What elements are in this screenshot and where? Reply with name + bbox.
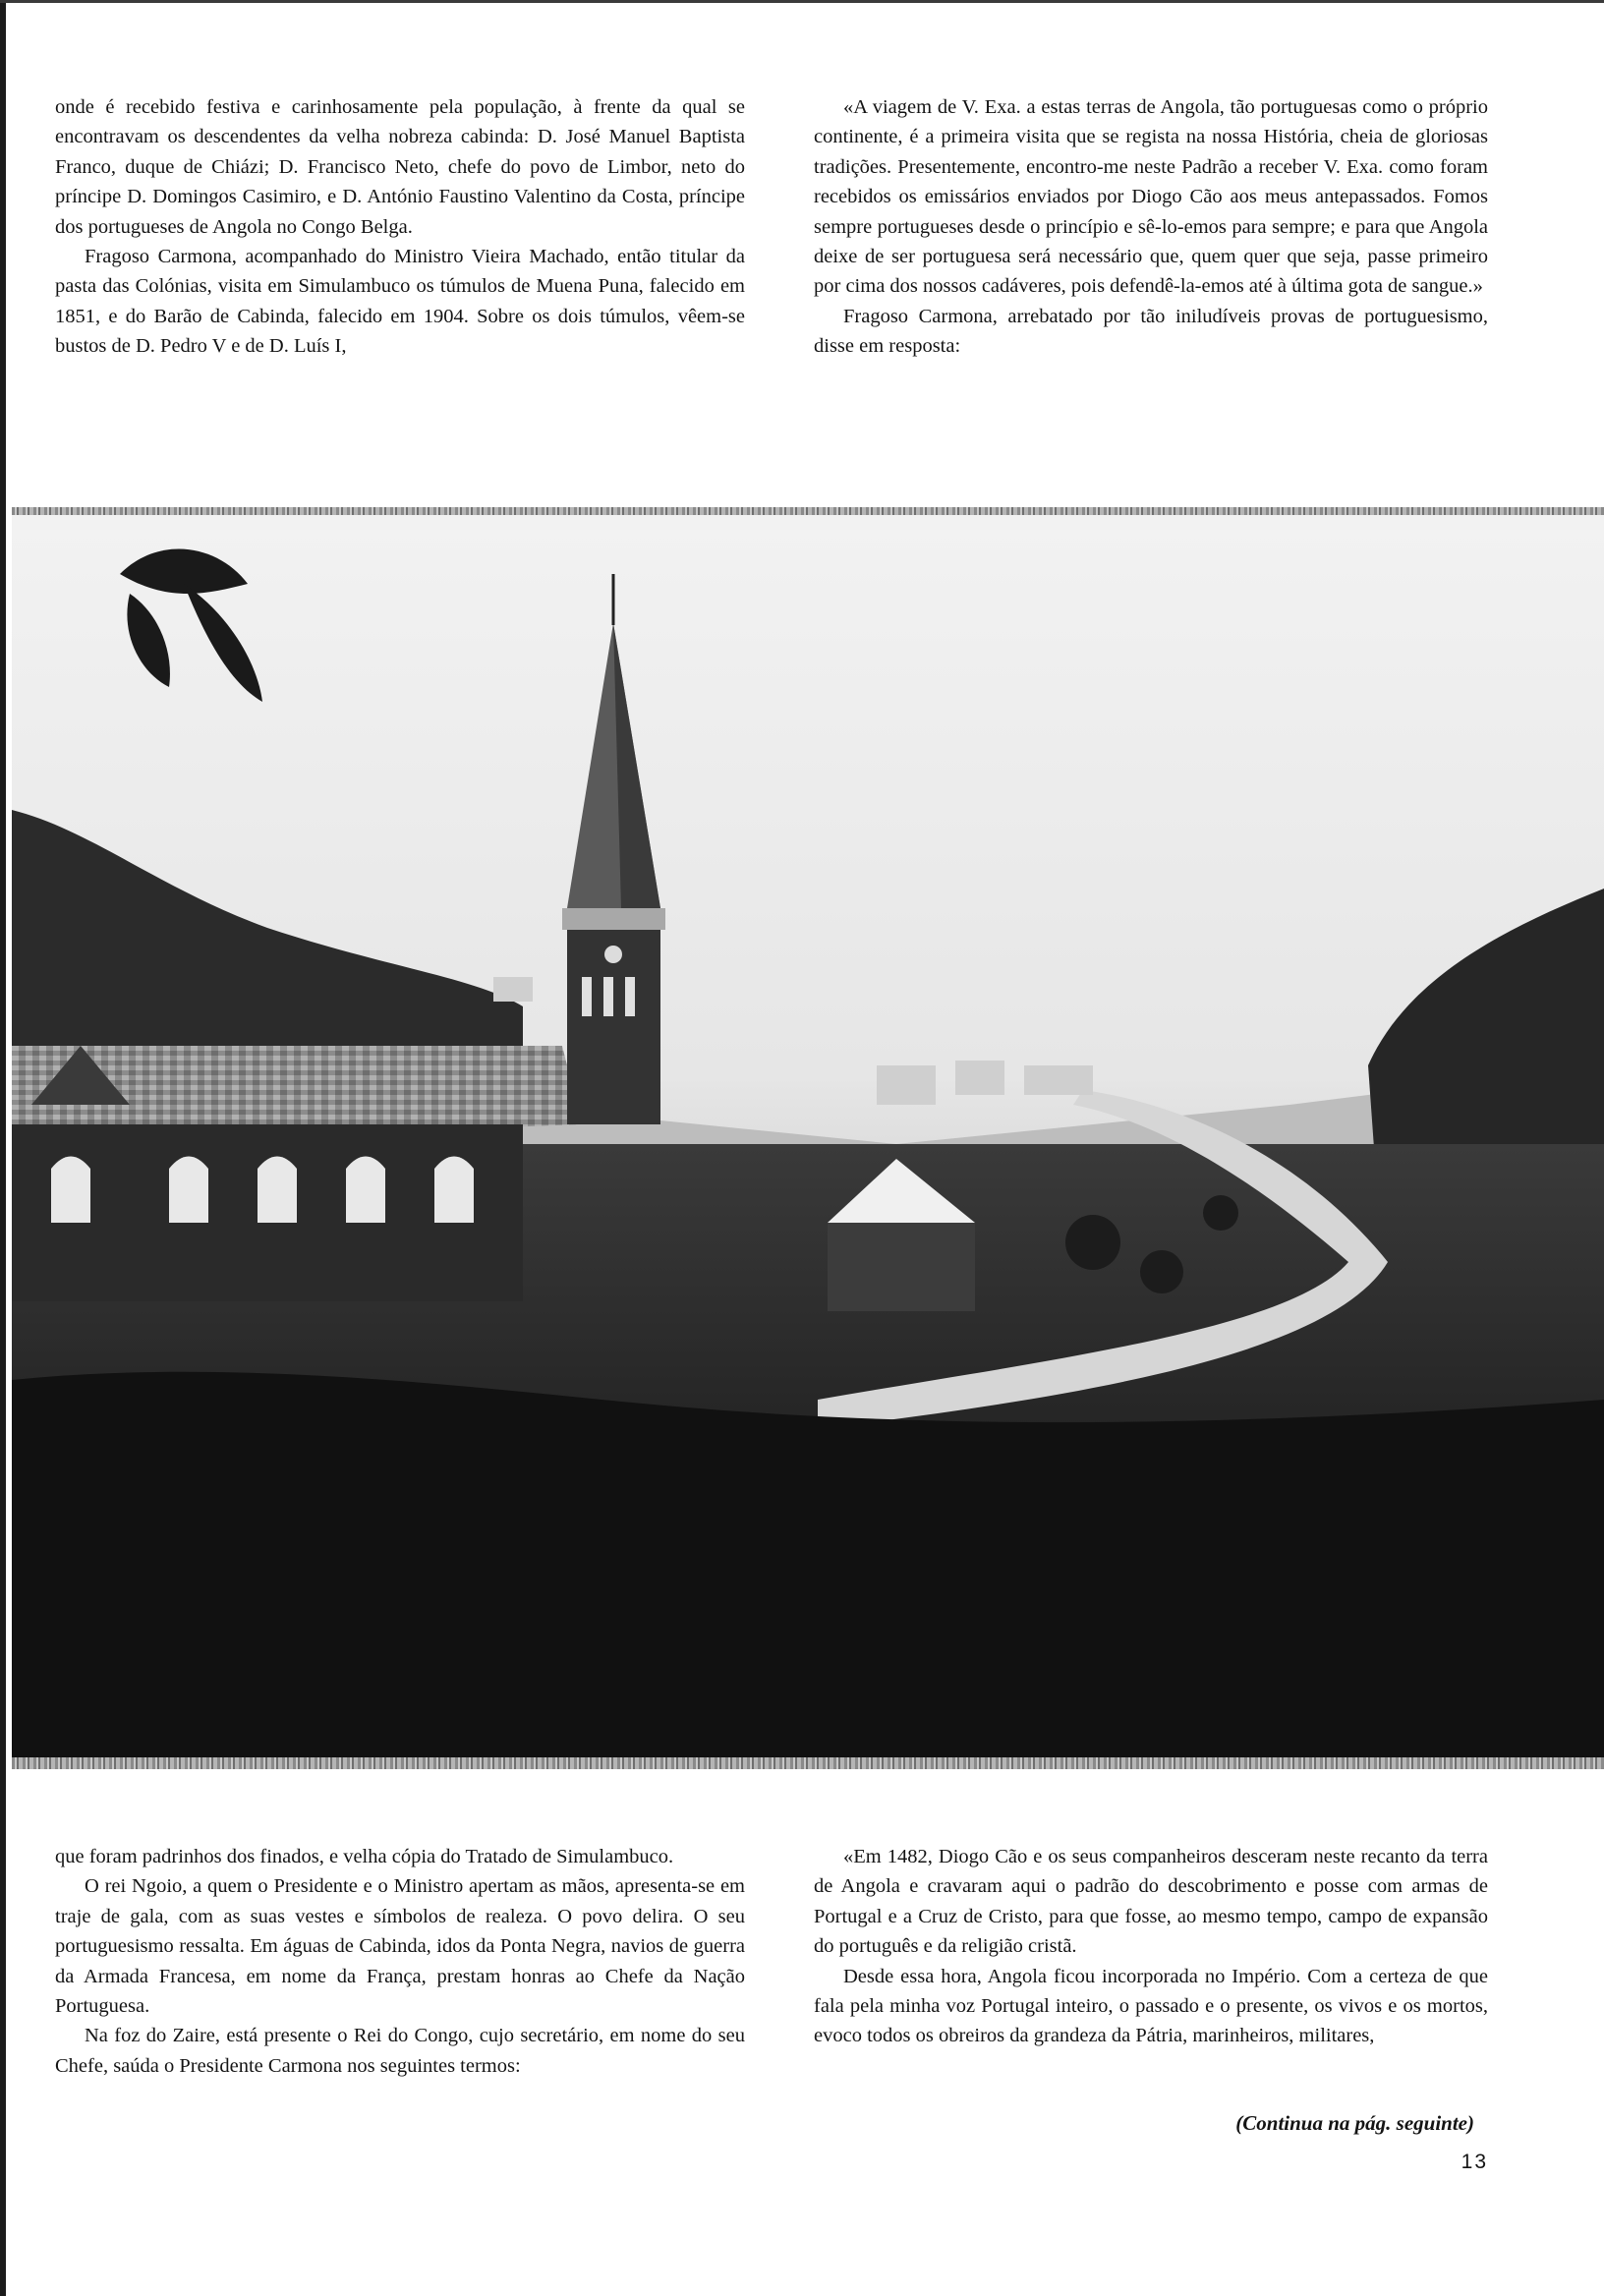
paragraph: «Em 1482, Diogo Cão e os seus companheiros desceram neste recanto da terra de Angola e cravaram aqui o padrão do descobrimento e posse com armas de Portugal e a Cruz de Cristo, para que fosse, ao mesmo tempo, campo de expansão do português e da religião cristã.	[814, 1846, 1488, 1958]
column-bottom-right	[814, 1842, 1488, 2051]
paragraph: onde é recebido festiva e carinhosamente pela população, à frente da qual se encontravam os descendentes da velha nobreza cabinda: D. José Manuel Baptista Franco, duque de Chiázi; D. Francisco Neto, chefe do povo de Limbor, neto do príncipe D. Domingos Casimiro, e D. António Faustino Valentino da Costa, príncipe dos portugueses de Angola no Congo Belga.	[55, 96, 745, 238]
paragraph: Fragoso Carmona, acompanhado do Ministro Vieira Machado, então titular da pasta das Colónias, visita em Simulambuco os túmulos de Muena Puna, falecido em 1851, e do Barão de Cabinda, falecido em 1904. Sobre os dois túmulos, vêem-se bustos de D. Pedro V e de D. Luís I,	[55, 246, 745, 358]
page-top-edge	[0, 0, 1604, 3]
column-top-left	[55, 92, 745, 362]
column-top-right	[814, 92, 1488, 362]
paragraph: que foram padrinhos dos finados, e velha cópia do Tratado de Simulambuco.	[55, 1846, 674, 1867]
paragraph: Fragoso Carmona, arrebatado por tão iniludíveis provas de portuguesismo, disse em resposta:	[814, 305, 1488, 358]
paragraph: Desde essa hora, Angola ficou incorporada no Império. Com a certeza de que fala pela minha voz Portugal inteiro, o passado e o presente, os vivos e os mortos, evoco todos os obreiros da grandeza da Pátria, marinheiros, militares,	[814, 1965, 1488, 2047]
paragraph: O rei Ngoio, a quem o Presidente e o Ministro apertam as mãos, apresenta-se em traje de gala, com as suas vestes e símbolos de realeza. O povo delira. O seu portuguesismo ressalta. Em águas de Cabinda, idos da Ponta Negra, navios de guerra da Armada Francesa, em nome da França, prestam honras ao Chefe da Nação Portuguesa.	[55, 1875, 745, 2018]
continued-note: (Continua na pág. seguinte)	[1235, 2111, 1474, 2135]
paragraph: Na foz do Zaire, está presente o Rei do Congo, cujo secretário, em nome do seu Chefe, saúda o Presidente Carmona nos seguintes termos:	[55, 2025, 745, 2077]
column-bottom-left	[55, 1842, 745, 2081]
page-edge-shadow	[0, 0, 6, 2296]
paragraph: «A viagem de V. Exa. a estas terras de Angola, tão portuguesas como o próprio continente, é a primeira visita que se regista na nossa História, cheia de gloriosas tradições. Presentemente, encontro-me neste Padrão a receber V. Exa. como foram recebidos os emissários enviados por Diogo Cão aos meus antepassados. Fomos sempre portugueses desde o princípio e sê-lo-emos para sempre; e para que Angola deixe de ser portuguesa será necessário que, quem quer que seja, passe primeiro por cima dos nossos cadáveres, pois defendê-la-emos até à última gota de sangue.»	[814, 96, 1488, 298]
church-photograph	[12, 515, 1604, 1761]
church-landscape-illustration	[12, 515, 1604, 1761]
page-number: 13	[1461, 2151, 1488, 2173]
photo-border-bottom	[12, 1757, 1604, 1769]
